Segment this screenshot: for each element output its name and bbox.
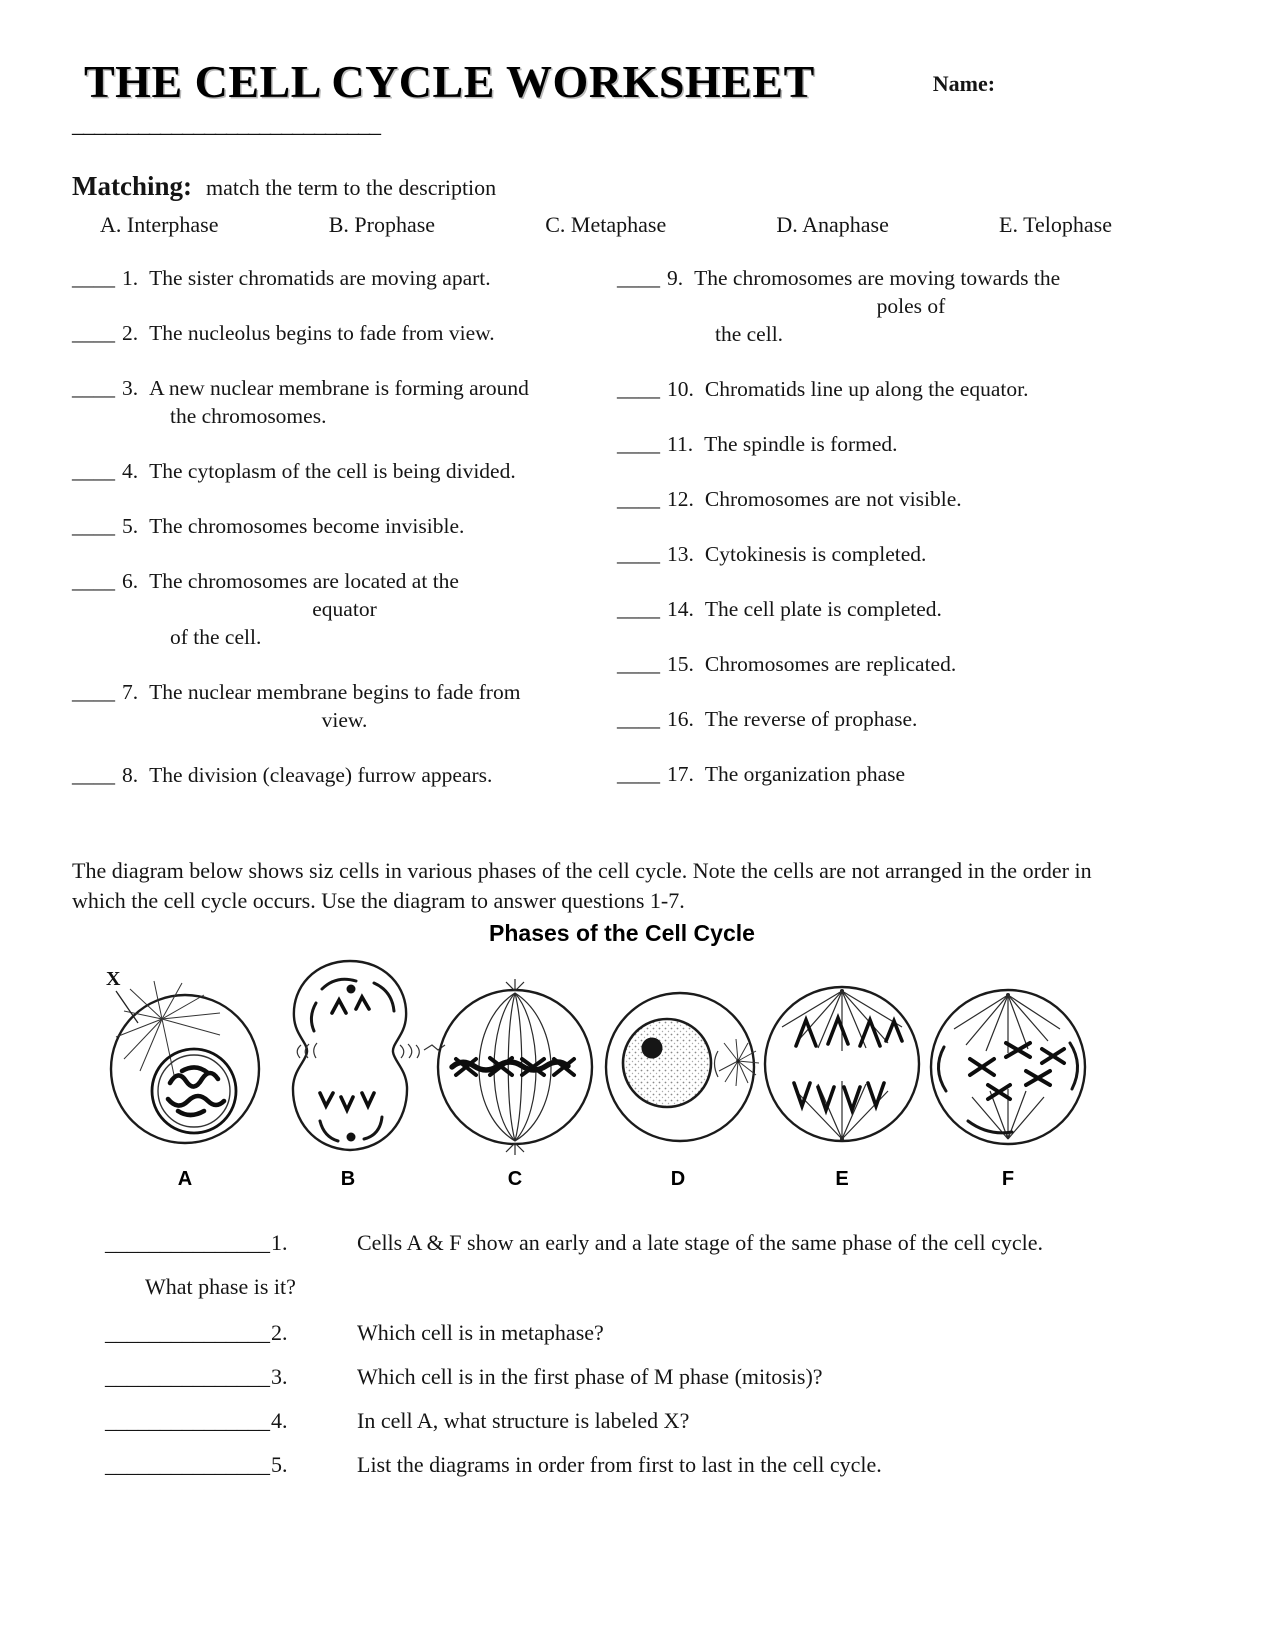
item-number: 15. (667, 652, 694, 676)
item-number: 4. (122, 459, 139, 483)
question-text-continued: What phase is it? (145, 1274, 296, 1299)
matching-item (617, 264, 1205, 348)
matching-item (617, 760, 1205, 788)
cell-label-e: E (835, 1168, 849, 1190)
answer-blank[interactable]: _______________ (105, 1364, 270, 1389)
item-number: 17. (667, 762, 694, 786)
cell-f (931, 990, 1085, 1190)
item-text: Chromosomes are not visible. (704, 487, 962, 511)
item-number: 11. (667, 432, 694, 456)
matching-item (617, 595, 1205, 623)
chromosomes-top-icon (332, 997, 369, 1013)
item-number: 13. (667, 542, 694, 566)
item-number: 2. (122, 321, 139, 345)
question-text: List the diagrams in order from first to last in the cell cycle. (357, 1452, 882, 1477)
item-text: Chromatids line up along the equator. (704, 377, 1029, 401)
matching-item (72, 678, 617, 734)
cell-diagram (70, 949, 1205, 1204)
answer-blank[interactable]: ____ (72, 266, 115, 290)
question-number: 3. (271, 1364, 288, 1389)
item-number: 14. (667, 597, 694, 621)
question-row (105, 1228, 1205, 1258)
question-lead (105, 1318, 357, 1348)
item-text: A new nuclear membrane is forming around (149, 376, 529, 400)
matching-item (617, 540, 1205, 568)
matching-instructions: match the term to the description (205, 175, 497, 200)
cell-label-b: B (340, 1168, 356, 1190)
item-text: The organization phase (704, 762, 906, 786)
answer-blank[interactable]: ____ (617, 762, 660, 786)
answer-blank[interactable]: _______________ (105, 1230, 270, 1255)
matching-item (72, 264, 617, 292)
cell-c (438, 979, 592, 1190)
name-label: Name: (932, 71, 996, 96)
item-text: The cell plate is completed. (704, 597, 942, 621)
questions-section (105, 1228, 1205, 1480)
answer-blank[interactable]: ____ (617, 542, 660, 566)
item-text-continued: the cell. (715, 322, 784, 346)
matching-item (72, 457, 617, 485)
matching-option: A. Interphase (100, 212, 219, 237)
item-text-continued: view. (321, 708, 368, 732)
chromosomes-top-icon (796, 1018, 902, 1046)
chromatin-squiggle-icon (168, 1067, 224, 1115)
question-number: 5. (271, 1452, 288, 1477)
item-number: 7. (122, 680, 139, 704)
cell-diagram-svg (70, 949, 1170, 1199)
question-lead (105, 1228, 357, 1258)
nucleus-icon (152, 1049, 236, 1133)
question-row (105, 1450, 1205, 1480)
diagram-intro: The diagram below shows siz cells in various phases of the cell cycle. Note the cells are not arranged in the order in which the cell cycle occurs. Use the diagram to answer questions 1-7. (72, 858, 1092, 913)
nucleolus-icon (642, 1038, 663, 1059)
answer-blank[interactable]: ____ (72, 514, 115, 538)
answer-blank[interactable]: ____ (617, 597, 660, 621)
x-pointer-line (116, 991, 138, 1023)
title-underline: ____________________________ (72, 112, 380, 138)
item-number: 9. (667, 266, 684, 290)
matching-option: B. Prophase (328, 212, 436, 237)
question-lead (105, 1450, 357, 1480)
cell-label-f: F (1001, 1168, 1015, 1190)
cell-a (106, 968, 259, 1190)
header (84, 55, 1205, 108)
question-text: In cell A, what structure is labeled X? (357, 1408, 690, 1433)
question-row (105, 1318, 1205, 1348)
matching-section-header (72, 171, 1205, 202)
answer-blank[interactable]: _______________ (105, 1452, 270, 1477)
chromosomes-bottom-icon (794, 1083, 884, 1110)
cell-label-a: A (177, 1168, 193, 1190)
matching-item (617, 375, 1205, 403)
item-text: The cytoplasm of the cell is being divided. (149, 459, 516, 483)
item-text: The chromosomes are moving towards the (694, 266, 1061, 290)
matching-options-row (100, 212, 1112, 238)
matching-option: E. Telophase (999, 212, 1112, 237)
matching-item (72, 567, 617, 651)
item-text-continued: of the cell. (170, 625, 262, 649)
item-number: 6. (122, 569, 139, 593)
item-number: 1. (122, 266, 139, 290)
item-text-continued: equator (312, 597, 377, 621)
item-text: The sister chromatids are moving apart. (149, 266, 491, 290)
item-number: 10. (667, 377, 694, 401)
item-text: Cytokinesis is completed. (704, 542, 927, 566)
matching-item (72, 319, 617, 347)
item-number: 8. (122, 763, 139, 787)
answer-blank[interactable]: ____ (72, 569, 115, 593)
answer-blank[interactable]: ____ (617, 432, 660, 456)
item-text: The spindle is formed. (704, 432, 898, 456)
item-text: Chromosomes are replicated. (704, 652, 957, 676)
answer-blank[interactable]: ____ (617, 266, 660, 290)
cell-e (765, 987, 919, 1190)
x-marker-label: X (106, 968, 121, 990)
matching-item (617, 705, 1205, 733)
question-number: 1. (271, 1230, 288, 1255)
answer-blank[interactable]: ____ (617, 707, 660, 731)
item-number: 16. (667, 707, 694, 731)
answer-blank[interactable]: ____ (617, 652, 660, 676)
question-text: Which cell is in metaphase? (357, 1320, 604, 1345)
question-row (105, 1406, 1205, 1436)
question-lead (105, 1362, 357, 1392)
answer-blank[interactable]: ____ (72, 321, 115, 345)
item-text-continued: the chromosomes. (170, 404, 327, 428)
matching-left-column (72, 264, 617, 816)
answer-blank[interactable]: ____ (72, 376, 115, 400)
aster-rays-icon (116, 981, 220, 1075)
answer-blank[interactable]: _______________ (105, 1320, 270, 1345)
question-number: 2. (271, 1320, 288, 1345)
page-title: THE CELL CYCLE WORKSHEET (84, 56, 815, 107)
item-text: The nucleolus begins to fade from view. (149, 321, 495, 345)
item-number: 5. (122, 514, 139, 538)
matching-option: D. Anaphase (776, 212, 889, 237)
item-number: 12. (667, 487, 694, 511)
answer-blank[interactable]: ____ (72, 763, 115, 787)
matching-item (617, 430, 1205, 458)
item-text: The chromosomes are located at the (149, 569, 459, 593)
cell-d (606, 993, 759, 1190)
cell-label-c: C (507, 1168, 523, 1190)
answer-blank[interactable]: ____ (617, 377, 660, 401)
matching-item (72, 374, 617, 430)
chromosomes-bottom-icon (320, 1093, 374, 1110)
question-text: Cells A & F show an early and a late stage of the same phase of the cell cycle. (357, 1230, 1044, 1255)
matching-right-column (617, 264, 1205, 816)
question-number: 4. (271, 1408, 288, 1433)
matching-columns (72, 264, 1205, 816)
answer-blank[interactable]: ____ (617, 487, 660, 511)
item-text-continued: poles of (876, 294, 946, 318)
item-text: The reverse of prophase. (704, 707, 918, 731)
nucleus-icon (623, 1019, 711, 1107)
cell-b (293, 961, 445, 1190)
matching-item (72, 512, 617, 540)
matching-item (617, 650, 1205, 678)
item-number: 3. (122, 376, 139, 400)
answer-blank[interactable]: ____ (72, 680, 115, 704)
question-row (105, 1362, 1205, 1392)
answer-blank[interactable]: ____ (72, 459, 115, 483)
diagram-title: Phases of the Cell Cycle (489, 920, 755, 946)
matching-item (72, 761, 617, 789)
item-text: The division (cleavage) furrow appears. (149, 763, 493, 787)
matching-heading: Matching: (72, 171, 192, 201)
matching-item (617, 485, 1205, 513)
item-text: The nuclear membrane begins to fade from (149, 680, 521, 704)
item-text: The chromosomes become invisible. (149, 514, 465, 538)
chromosomes-icon (970, 1043, 1064, 1099)
matching-option: C. Metaphase (545, 212, 667, 237)
cell-label-d: D (670, 1168, 686, 1190)
answer-blank[interactable]: _______________ (105, 1408, 270, 1433)
question-lead (105, 1406, 357, 1436)
question-text: Which cell is in the first phase of M phase (mitosis)? (357, 1364, 823, 1389)
cleavage-furrow-marks-icon (297, 1043, 445, 1058)
